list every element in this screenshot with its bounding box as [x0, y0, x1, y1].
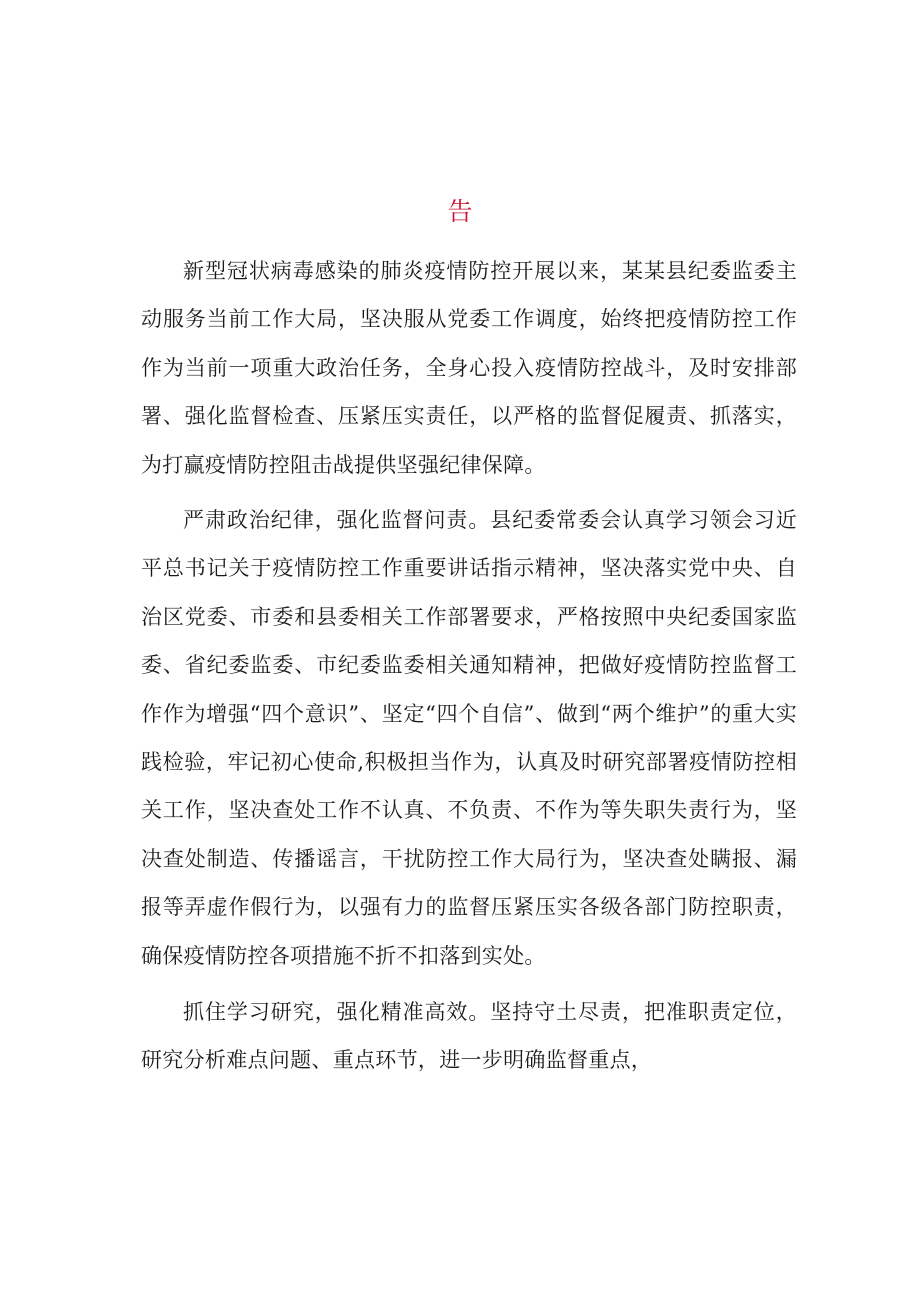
paragraph-1: 新型冠状病毒感染的肺炎疫情防控开展以来，某某县纪委监委主动服务当前工作大局，坚决服从党委工作调度，始终把疫情防控工作作为当前一项重大政治任务，全身心投入疫情防控战斗，及时安排部署、强化监督检查、压紧压实责任，以严格的监督促履责、抓落实，为打赢疫情防控阻击战提供坚强纪律保障。 [141, 259, 797, 477]
paragraph-2: 严肃政治纪律，强化监督问责。县纪委常委会认真学习领会习近平总书记关于疫情防控工作重要讲话指示精神，坚决落实党中央、自治区党委、市委和县委相关工作部署要求，严格按照中央纪委国家监委、省纪委监委、市纪委监委相关通知精神，把做好疫情防控监督工作作为增强“四个意识”、坚定“四个自信”、做到“两个维护”的重大实践检验，牢记初心使命,积极担当作为，认真及时研究部署疫情防控相关工作，坚决查处工作不认真、不负责、不作为等失职失责行为，坚决查处制造、传播谣言，干扰防控工作大局行为，坚决查处瞒报、漏报等弄虚作假行为，以强有力的监督压紧压实各级各部门防控职责，确保疫情防控各项措施不折不扣落到实处。 [141, 508, 797, 968]
document-title: 告 [447, 197, 473, 226]
paragraph-3: 抓住学习研究，强化精准高效。坚持守土尽责，把准职责定位，研究分析难点问题、重点环节，进一步明确监督重点， [141, 1000, 797, 1073]
